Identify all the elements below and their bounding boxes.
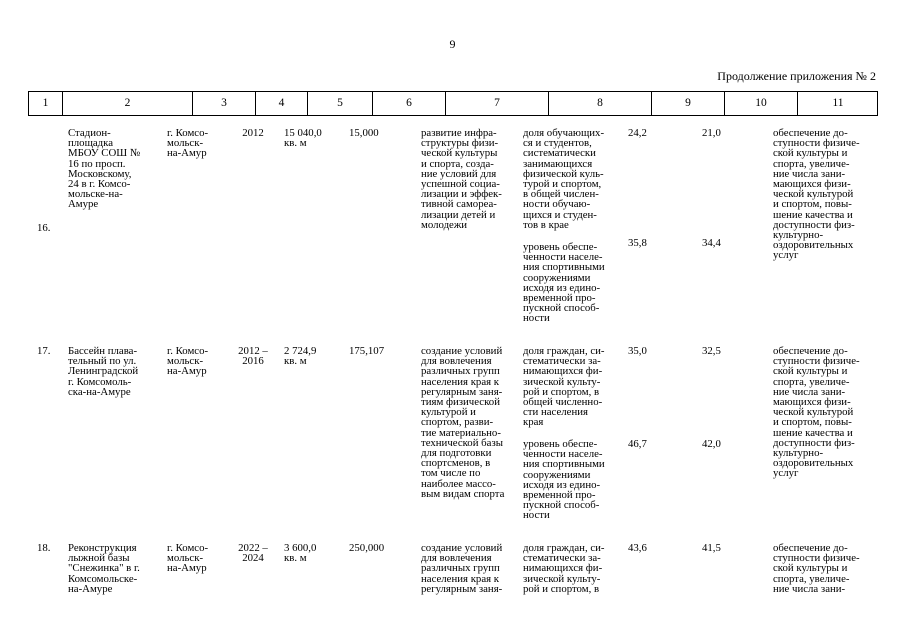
indicator-2-col-9: 46,7 <box>628 438 647 450</box>
capacity: 2 724,9 кв. м <box>284 345 317 368</box>
header-col-3: 3 <box>193 92 256 115</box>
indicator-1-col-9: 24,2 <box>628 127 647 139</box>
capacity: 3 600,0 кв. м <box>284 542 317 565</box>
header-col-4: 4 <box>256 92 308 115</box>
year: 2022 – 2024 <box>238 542 268 565</box>
row-number: 16. <box>37 222 51 234</box>
indicator-1-col-10: 41,5 <box>702 542 721 554</box>
year: 2012 <box>242 127 264 139</box>
indicator-1-col-10: 32,5 <box>702 345 721 357</box>
object-name: Бассейн плава- тельный по ул. Ленинградской г. Комсомоль- ска-на-Амуре <box>68 345 139 398</box>
cost: 250,000 <box>349 542 385 554</box>
table-header <box>28 91 878 116</box>
indicator-1-col-10: 21,0 <box>702 127 721 139</box>
continuation-note: Продолжение приложения № 2 <box>717 69 876 83</box>
cost: 175,107 <box>349 345 385 357</box>
expected-result: обеспечение до- ступности физиче- ской культуры и спорта, увеличе- ние числа зани- мающихся физи- ческой культурой и спортом, повы- шение качества и доступности физ- культурно- оздоровительных услуг <box>773 345 860 480</box>
header-col-8: 8 <box>549 92 652 115</box>
indicator-1-col-9: 35,0 <box>628 345 647 357</box>
indicator-1-col-9: 43,6 <box>628 542 647 554</box>
indicator-1: доля обучающих- ся и студентов, систематически занимающихся физической куль- турой и спортом, в общей числен- ности обучаю- щихся и студен- тов в крае <box>523 127 605 231</box>
cost: 15,000 <box>349 127 379 139</box>
object-name: Стадион- площадка МБОУ СОШ № 16 по просп. Московскому, 24 в г. Комсо- мольске-на- Амуре <box>68 127 141 211</box>
year: 2012 – 2016 <box>238 345 268 368</box>
header-col-9: 9 <box>652 92 725 115</box>
indicator-2: уровень обеспе- ченности населе- ния спортивными сооружениями исходя из едино- временной про- пускной способ- ности <box>523 438 605 522</box>
header-col-10: 10 <box>725 92 798 115</box>
object-name: Реконструкция лыжной базы "Снежинка" в г. Комсомольске- на-Амуре <box>68 542 140 595</box>
goal: создание условий для вовлечения различных групп населения края к регулярным заня- <box>421 542 503 595</box>
header-col-11: 11 <box>832 97 844 109</box>
indicator-2-col-10: 34,4 <box>702 237 721 249</box>
city: г. Комсо- мольск- на-Амур <box>167 345 209 378</box>
header-col-1: 1 <box>29 92 63 115</box>
row-number: 18. <box>37 542 51 554</box>
expected-result: обеспечение до- ступности физиче- ской культуры и спорта, увеличе- ние числа зани- мающихся физи- ческой культурой и спортом, повы- шение качества и доступности физ- культурно- оздоровительных услуг <box>773 127 860 262</box>
expected-result: обеспечение до- ступности физиче- ской культуры и спорта, увеличе- ние числа зани- <box>773 542 860 595</box>
indicator-1: доля граждан, си- стематически за- нимающихся фи- зической культу- рой и спортом, в <box>523 542 605 595</box>
goal: развитие инфра- структуры физи- ческой культуры и спорта, созда- ние условий для успешной социа- лизации и эффек- тивной самореа- лизации детей и молодежи <box>421 127 502 231</box>
city: г. Комсо- мольск- на-Амур <box>167 127 209 160</box>
header-col-6: 6 <box>373 92 446 115</box>
header-col-2: 2 <box>63 92 193 115</box>
capacity: 15 040,0 кв. м <box>284 127 322 150</box>
indicator-2-col-10: 42,0 <box>702 438 721 450</box>
goal: создание условий для вовлечения различных групп населения края к регулярным заня- тиям физической культурой и спортом, разви- тие материально- технической базы для подготовки спортсменов, в том числе по наиболее массо- вым видам спорта <box>421 345 505 500</box>
indicator-2-col-9: 35,8 <box>628 237 647 249</box>
header-col-7: 7 <box>446 92 549 115</box>
indicator-2: уровень обеспе- ченности населе- ния спортивными сооружениями исходя из едино- временной про- пускной способ- ности <box>523 241 605 325</box>
page-number: 9 <box>449 37 456 51</box>
city: г. Комсо- мольск- на-Амур <box>167 542 209 575</box>
header-col-5: 5 <box>308 92 373 115</box>
indicator-1: доля граждан, си- стематически за- нимающихся фи- зической культу- рой и спортом, в общей численно- сти населения края <box>523 345 605 429</box>
row-number: 17. <box>37 345 51 357</box>
